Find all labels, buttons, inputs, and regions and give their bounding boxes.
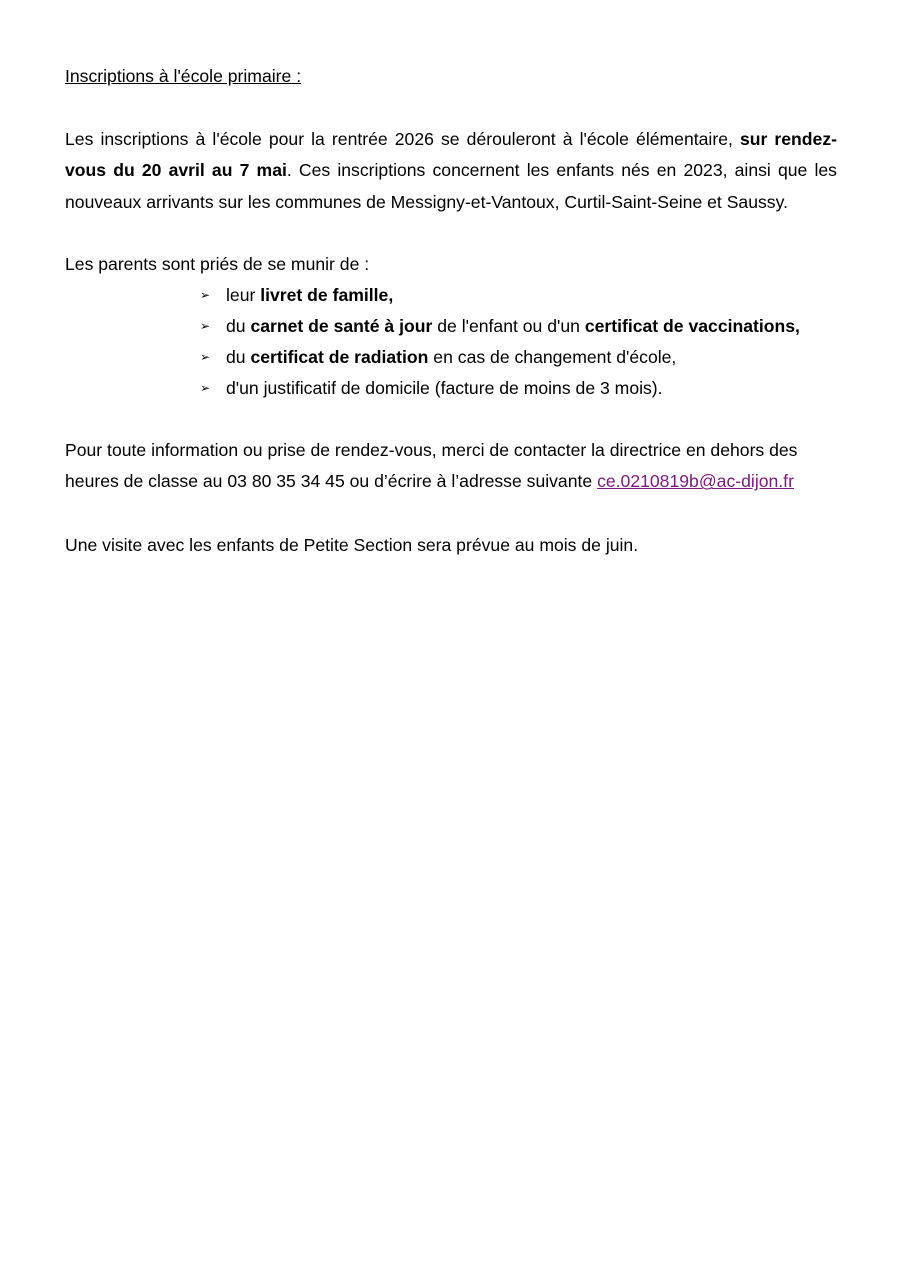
list-item [200,280,837,311]
item-text: du [226,316,251,337]
arrow-bullet-icon: ➢ [200,288,211,303]
item-text: d'un justificatif de domicile (facture de moins de 3 mois). [226,378,663,399]
contact-paragraph [65,435,837,498]
item-text: du [226,347,251,368]
intro-text-2: . Ces inscriptions concernent les enfants nés en 2023, ainsi que les nouveaux arrivants sur les communes de Messigny-et-Vantoux, Curtil-Saint-Seine et Saussy. [65,160,837,212]
arrow-bullet-icon: ➢ [200,319,211,334]
item-bold: livret de famille, [260,285,394,306]
item-text: leur [226,285,261,306]
item-text: en cas de changement d'école, [428,347,677,368]
list-item [200,311,837,342]
documents-intro: Les parents sont priés de se munir de : [65,253,370,274]
arrow-bullet-icon: ➢ [200,350,211,365]
page-title: Inscriptions à l'école primaire : [65,66,302,86]
list-item [200,342,837,373]
intro-dates: sur rendez-vous du 20 avril au 7 mai [65,129,837,181]
item-bold: certificat de vaccinations, [584,316,800,337]
item-bold: certificat de radiation [250,347,429,368]
visit-paragraph: Une visite avec les enfants de Petite Section sera prévue au mois de juin. [65,534,639,555]
item-text: de l'enfant ou d'un [432,316,585,337]
email-link[interactable]: ce.0210819b@ac-dijon.fr [597,471,794,492]
documents-list [65,280,837,404]
contact-text: Pour toute information ou prise de rendez-vous, merci de contacter la directrice en dehors des heures de classe au 03 80 35 34 45 ou d’écrire à l’adresse suivante [65,440,798,492]
arrow-bullet-icon: ➢ [200,381,211,396]
item-bold: carnet de santé à jour [250,316,433,337]
document-page [65,62,837,561]
list-item [200,373,837,404]
intro-paragraph [65,124,837,218]
intro-text-1: Les inscriptions à l'école pour la rentrée 2026 se dérouleront à l'école élémentaire, [65,129,740,149]
